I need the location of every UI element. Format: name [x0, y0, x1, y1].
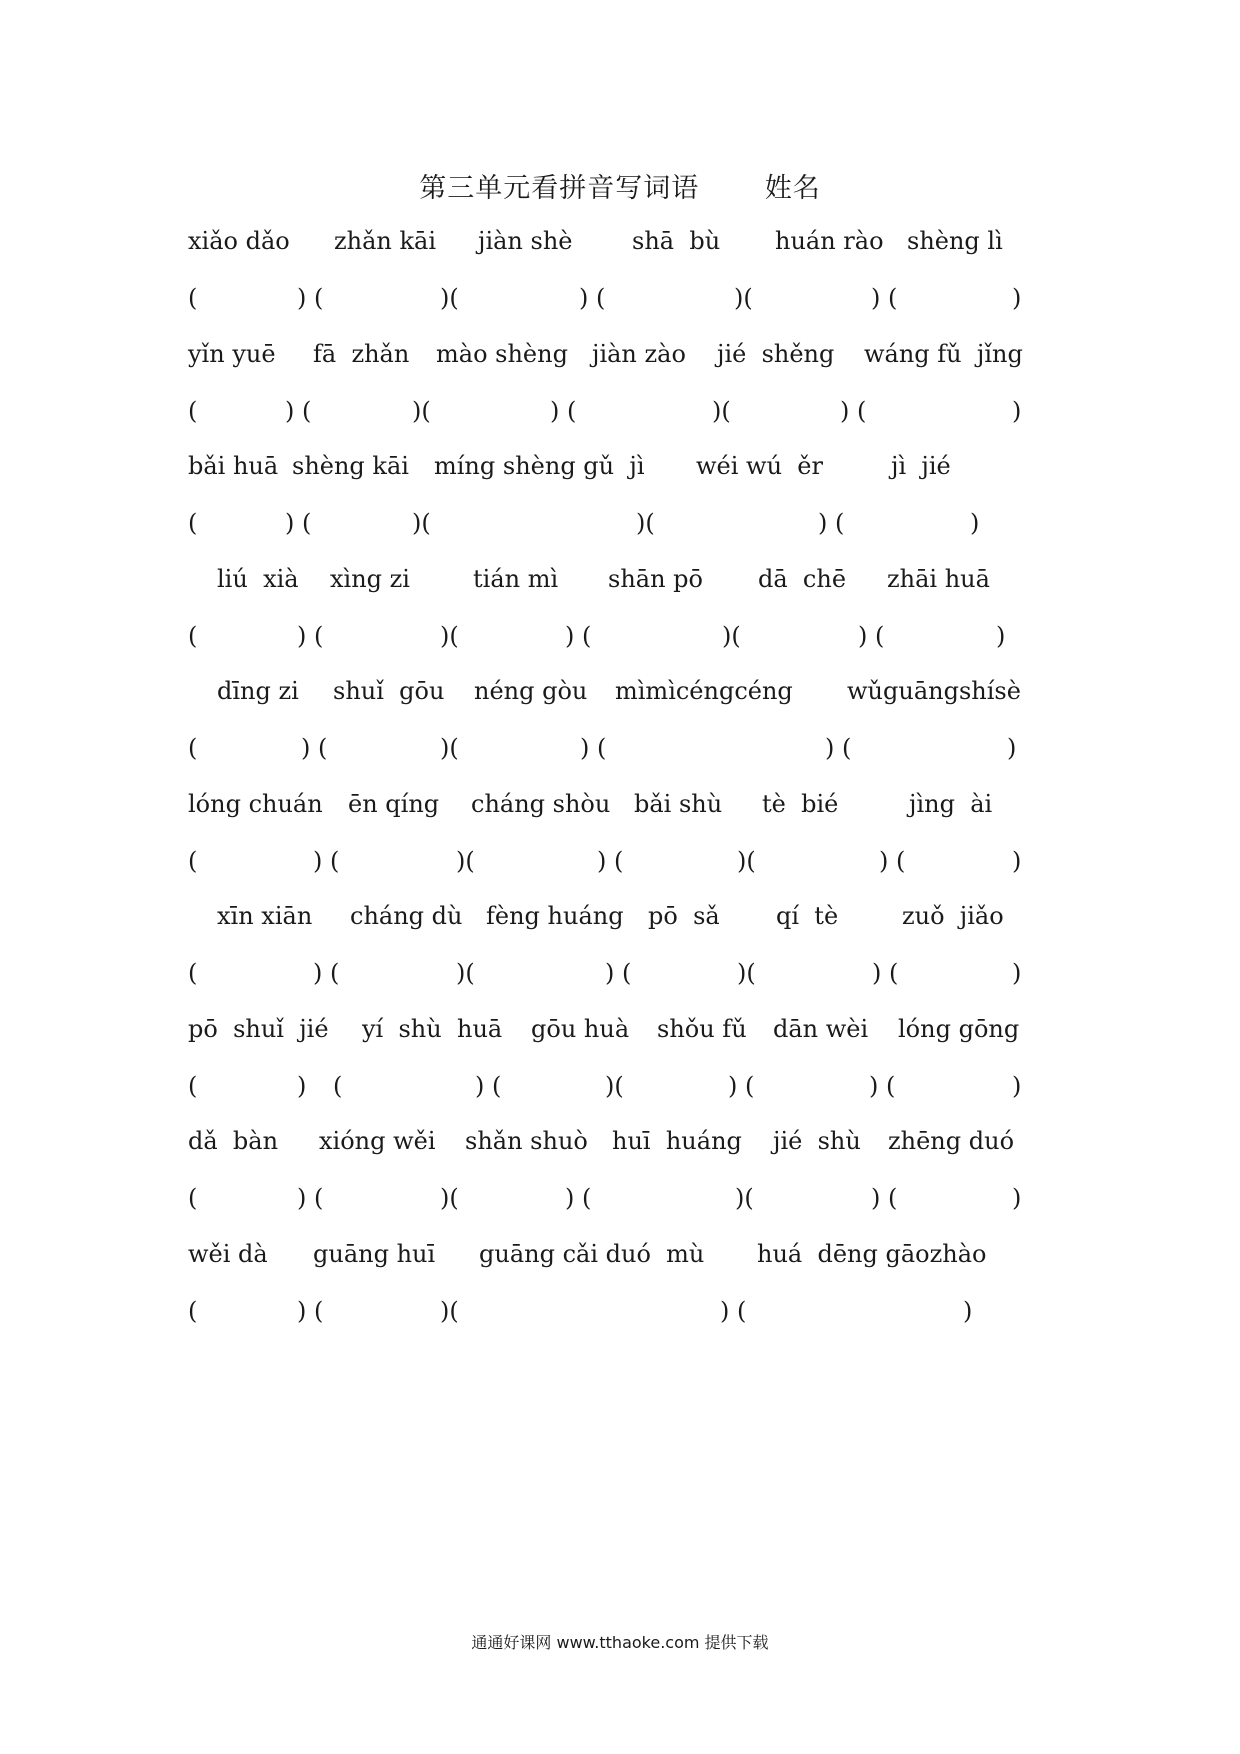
answer-bracket: )( — [712, 396, 731, 425]
pinyin-word: huī huáng — [612, 1127, 742, 1155]
pinyin-word: xīn xiān — [217, 902, 313, 930]
pinyin-word: shuǐ gōu — [333, 677, 445, 705]
pinyin-word: xìng zi — [330, 564, 410, 593]
answer-bracket: ) — [1007, 734, 1017, 762]
pinyin-word: wéi wú ěr — [696, 452, 823, 480]
pinyin-word: jiàn zào — [592, 339, 686, 368]
pinyin-word: dā chē — [758, 564, 847, 593]
pinyin-word: wěi dà — [188, 1239, 268, 1268]
answer-bracket: ( — [333, 1071, 343, 1100]
pinyin-word: tián mì — [473, 564, 559, 593]
pinyin-word: gōu huà — [531, 1014, 630, 1043]
pinyin-word: yí shù huā — [362, 1014, 503, 1043]
pinyin-row — [0, 565, 1240, 605]
answer-bracket: ) ( — [301, 734, 328, 762]
answer-bracket: ( — [188, 734, 198, 762]
answer-bracket: ) — [297, 1071, 307, 1100]
answer-bracket: ) — [1012, 1184, 1022, 1212]
answer-bracket: ( — [188, 509, 198, 537]
answer-bracket: ( — [188, 1296, 198, 1325]
answer-bracket: ) ( — [605, 959, 632, 987]
pinyin-word: néng gòu — [474, 677, 588, 705]
answer-bracket: ) ( — [285, 509, 312, 537]
answer-bracket: ) — [996, 621, 1006, 650]
answer-blank-row — [0, 959, 1240, 999]
pinyin-word: shǎn shuò — [465, 1127, 588, 1155]
answer-bracket: )( — [456, 846, 475, 875]
pinyin-word: mìmìcéngcéng — [615, 677, 793, 705]
answer-bracket: ) ( — [313, 846, 340, 875]
pinyin-word: dān wèi — [773, 1014, 869, 1043]
answer-bracket: ) ( — [565, 621, 592, 650]
pinyin-row — [0, 677, 1240, 717]
answer-bracket: ) ( — [565, 1184, 592, 1212]
answer-bracket: ) ( — [720, 1296, 747, 1325]
answer-bracket: ) ( — [879, 846, 906, 875]
answer-bracket: ) ( — [825, 734, 852, 762]
pinyin-word: lóng gōng — [898, 1014, 1020, 1043]
pinyin-word: fèng huáng — [486, 902, 624, 930]
answer-bracket: )( — [440, 284, 459, 312]
answer-blank-row — [0, 622, 1240, 662]
answer-bracket: ) ( — [297, 1296, 324, 1325]
answer-blank-row — [0, 397, 1240, 437]
pinyin-word: cháng shòu — [471, 789, 611, 818]
answer-bracket: ( — [188, 621, 198, 650]
pinyin-word: ēn qíng — [348, 789, 440, 818]
pinyin-word: dǎ bàn — [188, 1127, 279, 1155]
pinyin-word: zhēng duó — [888, 1127, 1015, 1155]
pinyin-word: jié shěng — [717, 339, 835, 368]
answer-blank-row — [0, 509, 1240, 549]
pinyin-row — [0, 227, 1240, 267]
answer-blank-row — [0, 284, 1240, 324]
answer-bracket: ) ( — [297, 284, 324, 312]
answer-bracket: ) ( — [597, 846, 624, 875]
pinyin-row — [0, 902, 1240, 942]
answer-bracket: ) ( — [858, 621, 885, 650]
pinyin-row — [0, 340, 1240, 380]
answer-bracket: ( — [188, 1184, 198, 1212]
answer-bracket: ) ( — [871, 1184, 898, 1212]
answer-bracket: ) — [1012, 846, 1022, 875]
answer-bracket: ) ( — [297, 621, 324, 650]
pinyin-word: jié shù — [773, 1127, 861, 1155]
answer-bracket: ( — [188, 959, 198, 987]
pinyin-row — [0, 1015, 1240, 1055]
answer-bracket: )( — [456, 959, 475, 987]
pinyin-word: shèng kāi — [292, 452, 409, 480]
pinyin-word: zhǎn kāi — [334, 227, 437, 255]
answer-bracket: ) — [1012, 396, 1022, 425]
pinyin-word: liú xià — [217, 564, 299, 593]
answer-bracket: )( — [412, 396, 431, 425]
answer-bracket: )( — [734, 284, 753, 312]
answer-bracket: )( — [605, 1071, 624, 1100]
pinyin-word: jiàn shè — [478, 227, 573, 255]
pinyin-word: jì jié — [891, 452, 951, 480]
answer-bracket: )( — [636, 509, 655, 537]
pinyin-word: shān pō — [608, 564, 703, 593]
pinyin-word: pō shuǐ jié — [188, 1014, 329, 1043]
pinyin-word: cháng dù — [350, 902, 463, 930]
answer-bracket: )( — [735, 1184, 754, 1212]
title-text: 第三单元看拼音写词语 — [419, 173, 700, 204]
pinyin-word: wáng fǔ jǐng — [864, 339, 1023, 368]
pinyin-word: zuǒ jiǎo — [902, 902, 1004, 930]
answer-bracket: )( — [722, 621, 741, 650]
answer-bracket: )( — [412, 509, 431, 537]
pinyin-word: shèng lì — [907, 227, 1003, 255]
pinyin-word: xiǎo dǎo — [188, 227, 290, 255]
pinyin-word: pō sǎ — [648, 902, 720, 930]
pinyin-word: bǎi huā — [188, 452, 279, 480]
pinyin-row — [0, 452, 1240, 492]
answer-bracket: ) ( — [872, 959, 899, 987]
answer-bracket: ) ( — [580, 734, 607, 762]
pinyin-word: huá dēng gāozhào — [757, 1239, 987, 1268]
answer-bracket: ) ( — [871, 284, 898, 312]
answer-bracket: ) — [970, 509, 980, 537]
answer-blank-row — [0, 1297, 1240, 1337]
pinyin-word: fā zhǎn — [313, 339, 410, 368]
pinyin-word: tè bié — [762, 789, 839, 818]
pinyin-word: guāng cǎi duó mù — [479, 1239, 705, 1268]
pinyin-word: lóng chuán — [188, 789, 323, 818]
answer-bracket: ) ( — [728, 1071, 755, 1100]
answer-blank-row — [0, 734, 1240, 774]
answer-bracket: ( — [188, 284, 198, 312]
worksheet-title — [0, 166, 1240, 205]
answer-bracket: ) ( — [313, 959, 340, 987]
pinyin-row — [0, 1127, 1240, 1167]
pinyin-row — [0, 790, 1240, 830]
pinyin-word: bǎi shù — [634, 789, 723, 818]
pinyin-word: guāng huī — [313, 1239, 436, 1268]
answer-bracket: ) — [1012, 1071, 1022, 1100]
pinyin-word: wǔguāngshísè — [847, 677, 1021, 705]
pinyin-word: mào shèng — [436, 339, 568, 368]
pinyin-word: zhāi huā — [887, 564, 990, 593]
pinyin-word: jìng ài — [909, 789, 993, 818]
pinyin-word: dīng zi — [217, 677, 299, 705]
pinyin-word: yǐn yuē — [188, 339, 276, 368]
answer-bracket: ) ( — [550, 396, 577, 425]
answer-bracket: )( — [440, 1184, 459, 1212]
answer-bracket: ) ( — [285, 396, 312, 425]
answer-bracket: ( — [188, 396, 198, 425]
pinyin-word: shǒu fǔ — [657, 1014, 747, 1043]
answer-bracket: ) ( — [840, 396, 867, 425]
answer-bracket: ) ( — [818, 509, 845, 537]
pinyin-word: xióng wěi — [319, 1127, 436, 1155]
answer-bracket: ) ( — [297, 1184, 324, 1212]
answer-bracket: ( — [188, 846, 198, 875]
answer-bracket: ) ( — [579, 284, 606, 312]
name-label: 姓名 — [764, 173, 821, 204]
answer-blank-row — [0, 1072, 1240, 1112]
answer-bracket: ) — [963, 1296, 973, 1325]
answer-bracket: )( — [440, 1296, 459, 1325]
pinyin-row — [0, 1240, 1240, 1280]
answer-bracket: ( — [188, 1071, 198, 1100]
answer-blank-row — [0, 1184, 1240, 1224]
answer-bracket: ) — [1012, 284, 1022, 312]
pinyin-word: míng shèng gǔ jì — [434, 452, 645, 480]
answer-bracket: ) ( — [475, 1071, 502, 1100]
answer-bracket: ) ( — [869, 1071, 896, 1100]
answer-bracket: )( — [737, 959, 756, 987]
answer-bracket: ) — [1012, 959, 1022, 987]
pinyin-word: huán rào — [775, 227, 884, 255]
answer-blank-row — [0, 847, 1240, 887]
pinyin-word: shā bù — [632, 227, 721, 255]
answer-bracket: )( — [440, 734, 459, 762]
pinyin-word: qí tè — [776, 902, 839, 930]
footer-credit: 通通好课网 www.tthaoke.com 提供下载 — [471, 1633, 769, 1652]
answer-bracket: )( — [440, 621, 459, 650]
answer-bracket: )( — [737, 846, 756, 875]
